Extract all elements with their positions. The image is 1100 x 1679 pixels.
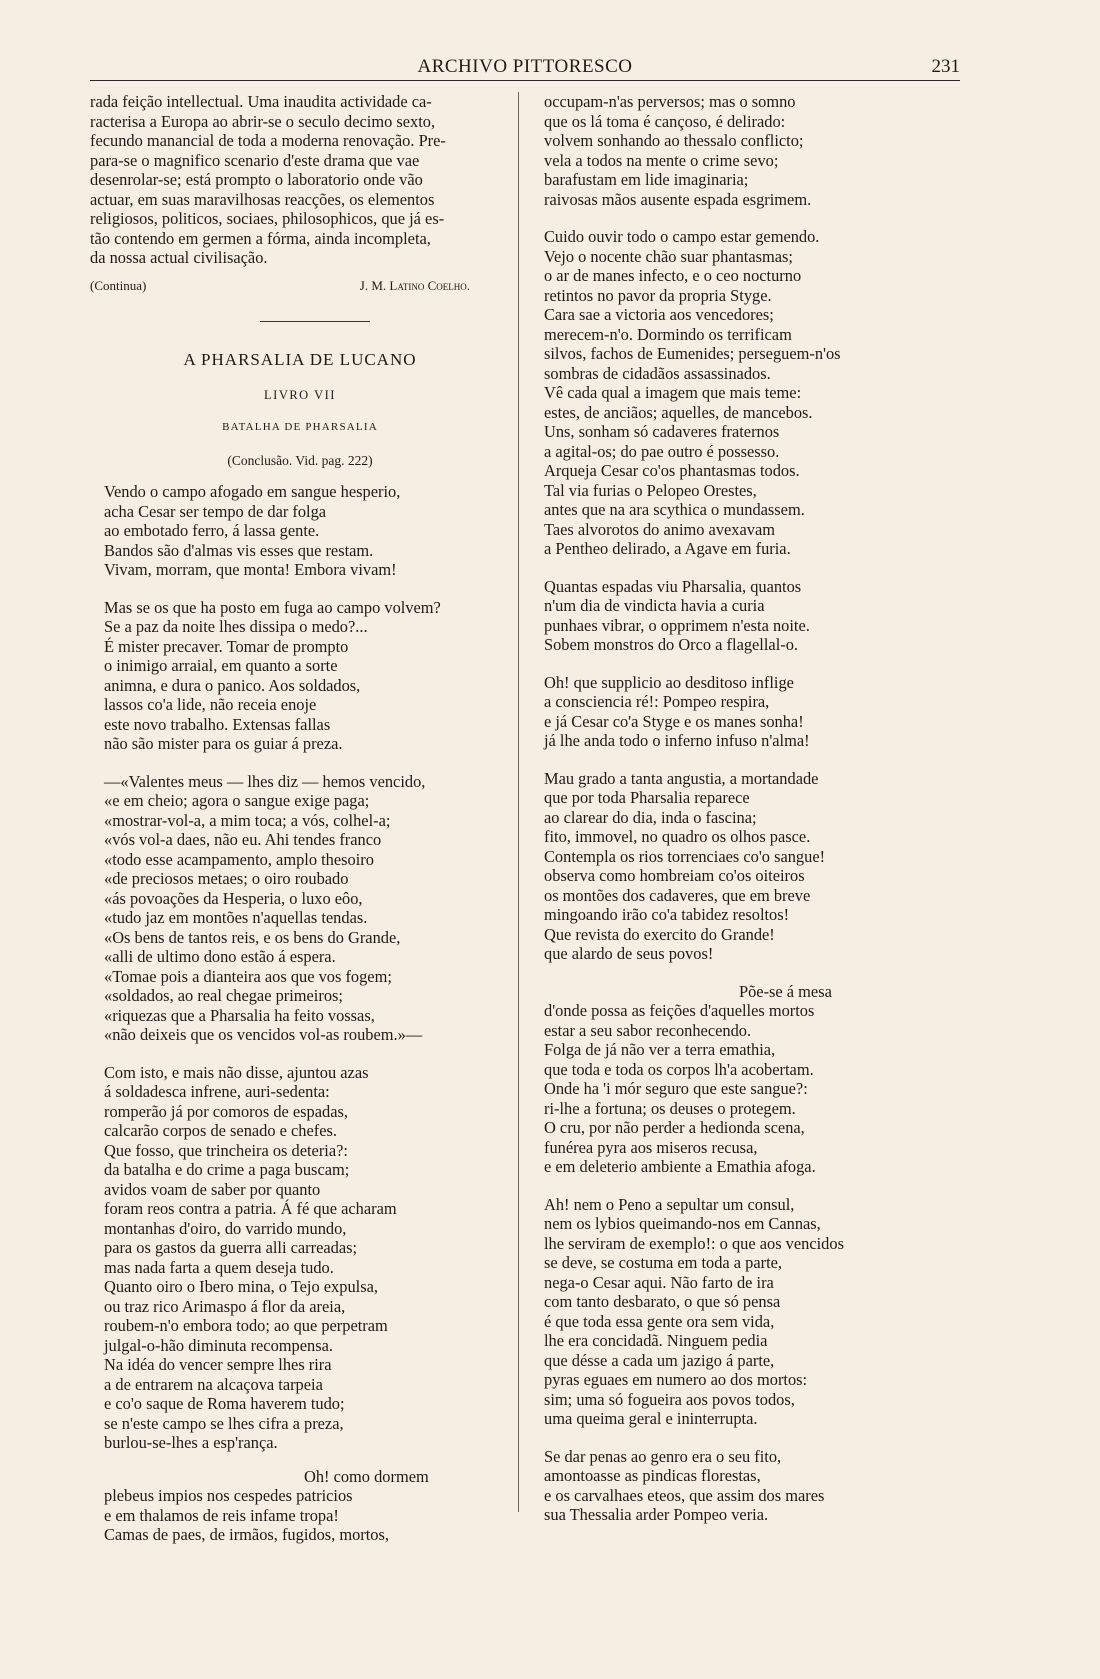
left-column (90, 92, 510, 1563)
verse-line: «vós vol-a daes, não eu. Ahi tendes franco (104, 830, 382, 849)
verse-line: e já Cesar co'a Styge e os manes sonha! (544, 711, 804, 731)
verse-line: Põe-se á mesa (739, 981, 832, 1001)
verse-line: a agital-os; do pae outro é possesso. (544, 441, 780, 461)
stanza (538, 982, 918, 1177)
verse-line: «não deixeis que os vencidos vol-as roubem.»— (104, 1025, 423, 1044)
verse-line: que os lá toma é cançoso, é delirado: (544, 111, 786, 131)
verse-line: Vendo o campo afogado em sangue hesperio, (104, 482, 401, 501)
stanza (538, 673, 918, 751)
continua-note: (Continua) (90, 277, 147, 293)
verse-line: montanhas d'oiro, do varrido mundo, (104, 1218, 347, 1238)
column-divider (518, 92, 519, 1512)
verse-line: Oh! como dormem (304, 1466, 429, 1486)
verse-line: Tal via furias o Pelopeo Orestes, (544, 480, 757, 500)
stanza (90, 772, 510, 1045)
poem-title: A PHARSALIA DE LUCANO (183, 350, 417, 369)
verse-line: mingoando irão co'a tabidez resoltos! (544, 905, 790, 924)
verse-line: estar a seu sabor reconhecendo. (544, 1020, 752, 1040)
prose-line: actuar, em suas maravilhosas reacções, os elementos (90, 189, 435, 209)
verse-line: Se dar penas ao genro era o seu fito, (544, 1446, 782, 1466)
verse-line: Arqueja Cesar co'os phantasmas todos. (544, 461, 800, 480)
verse-line: e os carvalhaes eteos, que assim dos mares (544, 1485, 825, 1505)
verse-line: Cuido ouvir todo o campo estar gemendo. (544, 227, 820, 246)
verse-line: já lhe anda todo o inferno infuso n'alma! (544, 731, 810, 750)
verse-line: estes, de anciãos; aquelles, de mancebos. (544, 402, 813, 422)
verse-line: o inimigo arraial, em quanto a sorte (104, 656, 338, 675)
verse-line: da batalha e do crime a paga buscam; (104, 1160, 350, 1179)
verse-line: «e em cheio; agora o sangue exige paga; (104, 791, 370, 810)
verse-line: Vivam, morram, que monta! Embora vivam! (104, 560, 397, 579)
verse-line: «soldados, ao real chegae primeiros; (104, 986, 343, 1005)
essay-ending (90, 92, 510, 268)
verse-line: Quantas espadas viu Pharsalia, quantos (544, 576, 802, 596)
verse-line: ao clarear do dia, inda o fascina; (544, 807, 757, 827)
prose-line: religiosos, politicos, sociaes, philosophicos, que já es- (90, 209, 445, 228)
verse-line: pyras eguaes em numero ao dos mortos: (544, 1370, 808, 1389)
verse-line: que toda e toda os corpos lh'a acobertam. (544, 1059, 814, 1079)
verse-line: punhaes vibrar, o opprimem n'esta noite. (544, 615, 810, 635)
verse-line: plebeus impios nos cespedes patricios (104, 1486, 353, 1505)
verse-line: Que revista do exercito do Grande! (544, 924, 775, 944)
verse-line: Bandos são d'almas vis esses que restam. (104, 540, 374, 560)
verse-line: se deve, se costuma em toda a parte, (544, 1253, 783, 1272)
verse-line: «ás povoações da Hesperia, o luxo eôo, (104, 888, 363, 908)
prose-line: fecundo manancial de toda a moderna renovação. Pre- (90, 131, 446, 150)
verse-line: não são mister para os guiar á preza. (104, 734, 343, 753)
verse-line: é que toda essa gente ora sem vida, (544, 1311, 775, 1331)
prose-line: desenrolar-se; está prompto o laboratorio onde vão (90, 170, 423, 189)
verse-line: raivosas mãos ausente espada esgrimem. (544, 189, 812, 209)
stanza (538, 1195, 918, 1429)
essay-credit (90, 276, 510, 296)
verse-line: Uns, sonham só cadaveres fraternos (544, 422, 780, 441)
verse-line: para os gastos da guerra alli carreadas; (104, 1238, 358, 1257)
verse-line: occupam-n'as perversos; mas o somno (544, 92, 796, 111)
verse-line: a consciencia ré!: Pompeo respira, (544, 692, 770, 711)
verse-line: n'um dia de vindicta havia a curia (544, 596, 765, 615)
verse-line: acha Cesar ser tempo de dar folga (104, 501, 327, 521)
stanza (90, 1467, 510, 1545)
verse-line: nega-o Cesar aqui. Não farto de ira (544, 1272, 774, 1292)
verse-line: e em deleterio ambiente a Emathia afoga. (544, 1157, 816, 1176)
verse-line: Que fosso, que trincheira os deteria?: (104, 1140, 348, 1160)
running-title: ARCHIVO PITTORESCO (417, 56, 633, 77)
verse-line: animna, e dura o panico. Aos soldados, (104, 675, 361, 695)
verse-line: se n'este campo se lhes cifra a preza, (104, 1413, 344, 1433)
verse-line: Folga de já não ver a terra emathia, (544, 1040, 776, 1059)
verse-line: Na idéa do vencer sempre lhes rira (104, 1355, 332, 1374)
verse-line: barafustam em lide imaginaria; (544, 170, 749, 189)
verse-line: «tudo jaz em montões n'aquellas tendas. (104, 908, 368, 927)
verse-line: Onde ha 'i mór seguro que este sangue?: (544, 1079, 808, 1098)
verse-line: Quanto oiro o Ibero mina, o Tejo expulsa, (104, 1277, 378, 1296)
verse-line: Mas se os que ha posto em fuga ao campo volvem? (104, 597, 441, 617)
verse-line: «riquezas que a Pharsalia ha feito vossas, (104, 1005, 375, 1025)
stanza (90, 1063, 510, 1453)
verse-line: «alli de ultimo dono estão á espera. (104, 947, 336, 966)
verse-line: sombras de cidadãos assassinados. (544, 363, 771, 383)
verse-line: lassos co'a lide, não receia enoje (104, 695, 317, 714)
verse-line: Ah! nem o Peno a sepultar um consul, (544, 1194, 795, 1214)
verse-line: mas nada farta a quem deseja tudo. (104, 1257, 334, 1277)
verse-line: a Pentheo delirado, a Agave em furia. (544, 539, 791, 558)
verse-line: o ar de manes infecto, e o ceo nocturno (544, 266, 802, 285)
verse-line: silvos, fachos de Eumenides; perseguem-n'os (544, 344, 841, 363)
verse-line: É mister precaver. Tomar de prompto (104, 636, 349, 656)
verse-line: os montões dos cadaveres, que em breve (544, 885, 811, 905)
right-column (538, 92, 918, 1543)
verse-line: Vejo o nocente chão suar phantasmas; (544, 246, 793, 266)
verse-line: Camas de paes, de irmãos, fugidos, mortos, (104, 1525, 389, 1544)
verse-line: Taes alvorotos do animo avexavam (544, 519, 775, 539)
verse-line: foram reos contra a patria. Á fé que acharam (104, 1199, 397, 1218)
verse-line: antes que na ara scythica o mundassem. (544, 500, 805, 519)
left-stanzas (90, 482, 510, 1453)
stanza (538, 1447, 918, 1525)
verse-line: sua Thessalia arder Pompeo veria. (544, 1505, 769, 1524)
verse-line: calcarão corpos de senado e chefes. (104, 1121, 337, 1140)
verse-line: —«Valentes meus — lhes diz — hemos vencido, (104, 771, 426, 791)
verse-line: burlou-se-lhes a esp'rança. (104, 1433, 278, 1452)
verse-line: Se a paz da noite lhes dissipa o medo?... (104, 617, 368, 636)
page-number: 231 (931, 56, 960, 77)
verse-line: Com isto, e mais não disse, ajuntou azas (104, 1062, 369, 1082)
verse-line: este novo trabalho. Extensas fallas (104, 714, 331, 734)
verse-line: Vê cada qual a imagem que mais teme: (544, 383, 802, 402)
verse-line: volvem sonhando ao thessalo conflicto; (544, 131, 804, 150)
verse-line: Sobem monstros do Orco a flagellal-o. (544, 635, 798, 654)
verse-line: amontoasse as pindicas florestas, (544, 1466, 761, 1485)
verse-line: que por toda Pharsalia reparece (544, 788, 750, 807)
verse-line: funérea pyra aos miseros recusa, (544, 1137, 758, 1157)
essay-author: J. M. Latino Coelho. (359, 277, 470, 293)
verse-line: com tanto desbarato, o que só pensa (544, 1292, 781, 1311)
verse-line: fito, immovel, no quadro os olhos pasce. (544, 827, 811, 846)
verse-line: d'onde possa as feições d'aquelles mortos (544, 1001, 815, 1020)
verse-line: ri-lhe a fortuna; os deuses o protegem. (544, 1098, 796, 1118)
header-rule (90, 80, 960, 81)
stanza (538, 227, 918, 559)
prose-line: rada feição intellectual. Uma inaudita actividade ca- (90, 92, 432, 111)
verse-line: e em thalamos de reis infame tropa! (104, 1505, 339, 1525)
verse-line: uma queima geral e ininterrupta. (544, 1409, 758, 1428)
prose-line: para-se o magnifico scenario d'este drama que vae (90, 150, 420, 170)
prose-line: da nossa actual civilisação. (90, 248, 268, 267)
verse-line: observa como hombreiam co'os oiteiros (544, 866, 805, 885)
verse-line: julgal-o-hão diminuta recompensa. (104, 1335, 333, 1355)
stanza (90, 598, 510, 754)
verse-line: «todo esse acampamento, amplo thesoiro (104, 849, 374, 869)
poem-battle: BATALHA DE PHARSALIA (222, 421, 378, 433)
verse-line: «mostrar-vol-a, a mim toca; a vós, colhel-a; (104, 810, 391, 830)
verse-line: vela a todos na mente o crime sevo; (544, 150, 779, 170)
verse-line: roubem-n'o embora todo; ao que perpetram (104, 1316, 388, 1335)
conclusion-note: (Conclusão. Vid. pag. 222) (227, 452, 373, 468)
verse-line: á soldadesca infrene, auri-sedenta: (104, 1082, 330, 1101)
stanza (90, 482, 510, 580)
stanza (538, 92, 918, 209)
verse-line: e co'o saque de Roma haverem tudo; (104, 1394, 345, 1413)
prose-line: tão contendo em germen a fórma, ainda incompleta, (90, 228, 431, 248)
verse-line: avidos voam de saber por quanto (104, 1179, 321, 1199)
section-rule (260, 321, 370, 322)
verse-line: romperão já por comoros de espadas, (104, 1101, 348, 1121)
verse-line: lhe serviram de exemplo!: o que aos vencidos (544, 1233, 844, 1253)
verse-line: Cara sae a victoria aos vencedores; (544, 305, 774, 324)
verse-line: a de entrarem na alcaçova tarpeia (104, 1374, 323, 1394)
verse-line: Contempla os rios torrenciaes co'o sangue! (544, 846, 826, 866)
verse-line: ao embotado ferro, á lassa gente. (104, 521, 320, 540)
stanza (538, 577, 918, 655)
prose-line: racterisa a Europa ao abrir-se o seculo decimo sexto, (90, 111, 436, 131)
verse-line: ou traz rico Arimaspo á flor da areia, (104, 1296, 346, 1316)
verse-line: nem os lybios queimando-nos em Cannas, (544, 1214, 821, 1233)
right-stanzas-end (538, 1195, 918, 1525)
stanza (538, 769, 918, 964)
verse-line: que désse a cada um jazigo á parte, (544, 1350, 775, 1370)
verse-line: que alardo de seus povos! (544, 944, 714, 963)
verse-line: lhe era concidadã. Ninguem pedia (544, 1331, 768, 1350)
verse-line: Oh! que supplicio ao desditoso inflige (544, 672, 794, 692)
verse-line: O cru, por não perder a hedionda scena, (544, 1118, 805, 1137)
poem-book: LIVRO VII (264, 387, 336, 402)
right-stanzas (538, 92, 918, 964)
verse-line: merecem-n'o. Dormindo os terrificam (544, 324, 792, 344)
verse-line: retintos no pavor da propria Styge. (544, 285, 772, 305)
verse-line: «Os bens de tantos reis, e os bens do Grande, (104, 927, 401, 947)
verse-line: «Tomae pois a dianteira aos que vos fogem; (104, 966, 392, 986)
verse-line: Mau grado a tanta angustia, a mortandade (544, 768, 819, 788)
verse-line: «de preciosos metaes; o oiro roubado (104, 869, 349, 888)
running-head (90, 56, 960, 80)
verse-line: sim; uma só fogueira aos povos todos, (544, 1389, 795, 1409)
